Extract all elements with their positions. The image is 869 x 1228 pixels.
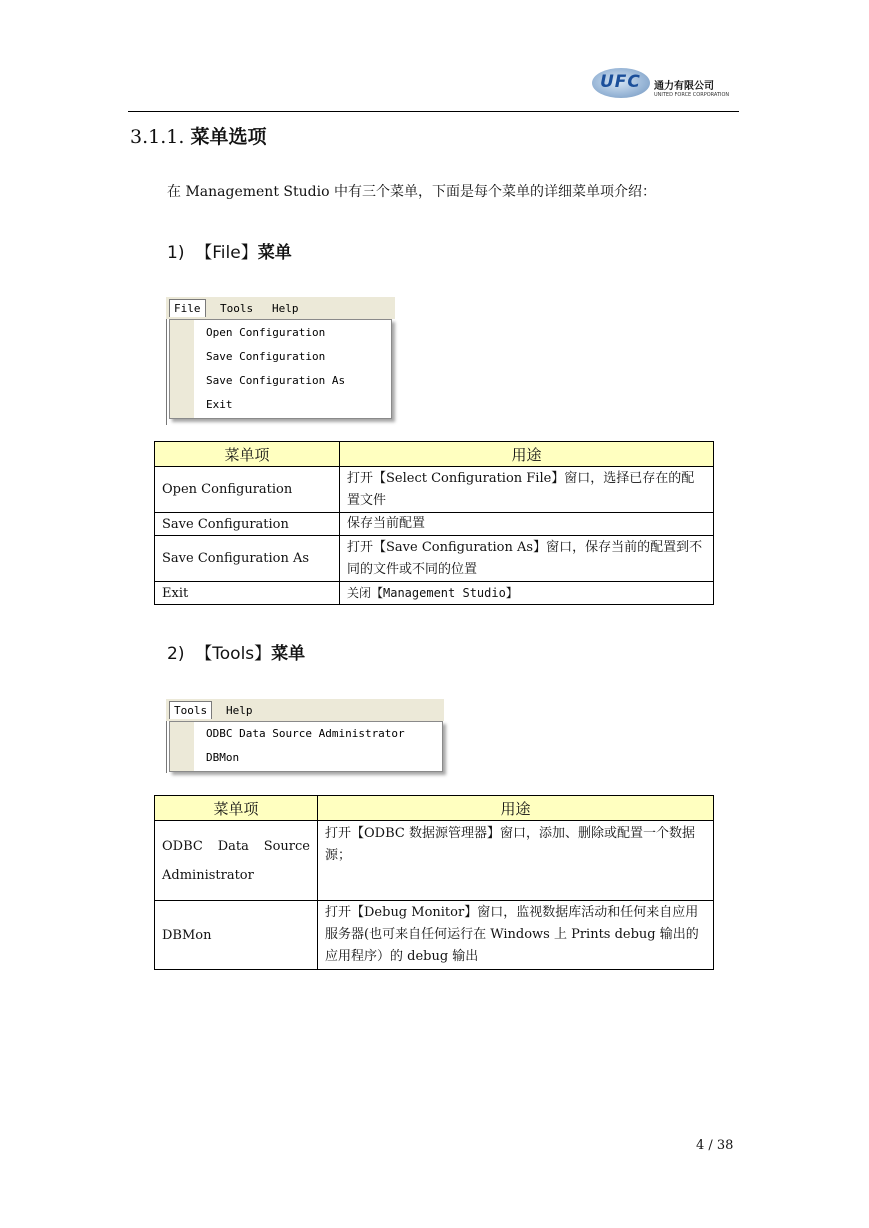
heading-number: 2) xyxy=(167,644,185,664)
cell-description: 打开【ODBC 数据源管理器】窗口，添加、删除或配置一个数据源； xyxy=(318,821,714,901)
file-menu-heading xyxy=(167,238,292,263)
table-header-row xyxy=(155,796,714,821)
table-row xyxy=(155,536,714,582)
column-header-purpose: 用途 xyxy=(318,796,714,821)
heading-suffix: 菜单 xyxy=(257,243,292,263)
menubar-help[interactable]: Help xyxy=(226,704,253,717)
cell-item: Save Configuration As xyxy=(155,536,340,582)
table-row xyxy=(155,513,714,536)
cell-description: 打开【Debug Monitor】窗口，监视数据库活动和任何来自应用服务器(也可来自任何运行在 Windows 上 Prints debug 输出的应用程序）的 debug 输出 xyxy=(318,901,714,970)
table-row xyxy=(155,582,714,605)
section-heading xyxy=(130,122,266,149)
cell-item: DBMon xyxy=(155,901,318,970)
menubar xyxy=(166,699,444,721)
file-dropdown xyxy=(169,319,392,419)
menu-gutter xyxy=(170,320,194,418)
intro-paragraph: 在 Management Studio 中有三个菜单，下面是每个菜单的详细菜单项介绍： xyxy=(167,184,656,200)
menubar xyxy=(166,297,395,319)
column-header-purpose: 用途 xyxy=(340,442,714,467)
company-name-en: UNITED FORCE CORPORATION xyxy=(654,92,730,98)
cell-description: 打开【Select Configuration File】窗口，选择已存在的配置文件 xyxy=(340,467,714,513)
cell-item: Exit xyxy=(155,582,340,605)
menubar-tools[interactable]: Tools xyxy=(220,302,254,315)
menu-item-save-configuration[interactable]: Save Configuration xyxy=(206,350,326,363)
cell-item: Save Configuration xyxy=(155,513,340,536)
menu-item-dbmon[interactable]: DBMon xyxy=(206,751,240,764)
page-number: 4 / 38 xyxy=(696,1138,734,1153)
menubar-file[interactable]: File xyxy=(169,299,206,317)
file-menu-screenshot xyxy=(166,297,396,427)
window-edge xyxy=(166,319,167,425)
window-edge xyxy=(166,721,167,773)
tools-menu-heading xyxy=(167,639,305,664)
menubar-help[interactable]: Help xyxy=(272,302,299,315)
column-header-item: 菜单项 xyxy=(155,796,318,821)
table-row xyxy=(155,467,714,513)
logo-letters: UFC xyxy=(600,72,641,92)
cell-description: 关闭【Management Studio】 xyxy=(340,582,714,605)
menu-item-save-configuration-as[interactable]: Save Configuration As xyxy=(206,374,346,387)
table-row xyxy=(155,821,714,901)
company-name-cn: 通力有限公司 xyxy=(654,81,714,92)
cell-description: 打开【Save Configuration As】窗口，保存当前的配置到不同的文件或不同的位置 xyxy=(340,536,714,582)
menu-gutter xyxy=(170,722,194,771)
menu-item-exit[interactable]: Exit xyxy=(206,398,233,411)
file-menu-table xyxy=(154,441,714,605)
table-row xyxy=(155,901,714,970)
tools-menu-screenshot xyxy=(166,699,446,775)
heading-name: 【Tools】 xyxy=(195,644,272,664)
menu-item-open-configuration[interactable]: Open Configuration xyxy=(206,326,326,339)
cell-description: 保存当前配置 xyxy=(340,513,714,536)
cell-item: Open Configuration xyxy=(155,467,340,513)
heading-name: 【File】 xyxy=(195,243,258,263)
column-header-item: 菜单项 xyxy=(155,442,340,467)
table-header-row xyxy=(155,442,714,467)
section-title: 菜单选项 xyxy=(190,126,267,148)
heading-number: 1) xyxy=(167,243,185,263)
company-logo xyxy=(592,62,738,104)
heading-suffix: 菜单 xyxy=(271,644,306,664)
menubar-tools[interactable]: Tools xyxy=(169,701,212,719)
header-divider xyxy=(128,111,739,112)
cell-item: ODBC Data Source Administrator xyxy=(155,821,318,901)
tools-dropdown xyxy=(169,721,443,772)
section-number: 3.1.1. xyxy=(130,126,185,148)
tools-menu-table xyxy=(154,795,714,970)
menu-item-odbc-admin[interactable]: ODBC Data Source Administrator xyxy=(206,727,405,740)
